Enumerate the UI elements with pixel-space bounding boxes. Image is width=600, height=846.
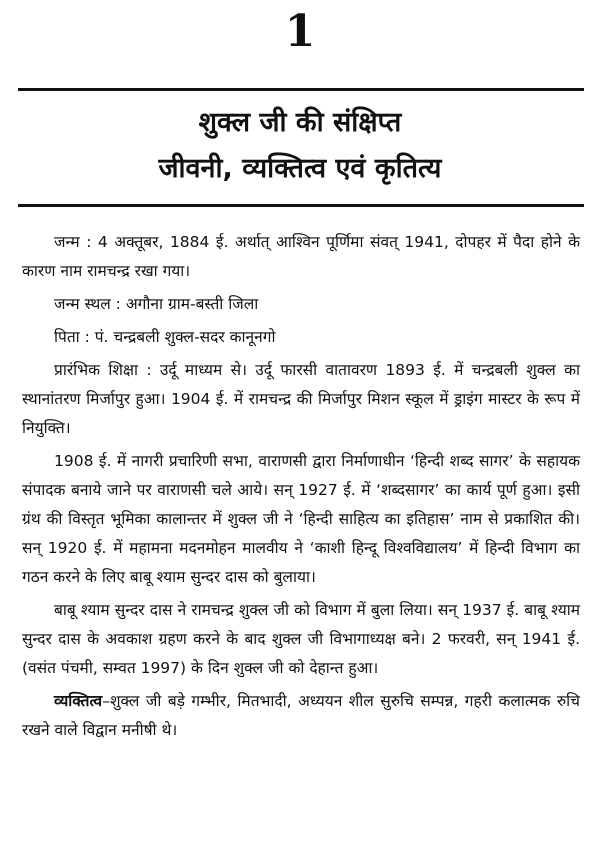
paragraph-career: बाबू श्याम सुन्दर दास ने रामचन्द्र शुक्ल जी को विभाग में बुला लिया। सन् 1937 ई. बाबू श्याम सुन्दर दास के अवकाश ग्रहण करने के बाद शुक्ल जी विभागाध्यक्ष बने। 2 फरवरी, सन् 1941 ई. (वसंत पंचमी, सम्वत 1997) के दिन शुक्ल जी को देहान्त हुआ। — [22, 601, 580, 677]
paragraph-father: पिता : पं. चन्द्रबली शुक्ल-सदर कानूनगो — [54, 328, 276, 346]
personality-lead: व्यक्तित्व — [54, 692, 103, 710]
paragraph-sabha: 1908 ई. में नागरी प्रचारिणी सभा, वाराणसी द्वारा निर्माणाधीन ‘हिन्दी शब्द सागर’ के सहायक संपादक बनाये जाने पर वाराणसी चले आये। सन् 1927 ई. में ‘शब्दसागर’ का कार्य पूर्ण हुआ। इसी ग्रंथ की विस्तृत भूमिका कालान्तर में शुक्ल जी ने ‘हिन्दी साहित्य का इतिहास’ नाम से प्रकाशित की। सन् 1920 ई. में महामना मदनमोहन मालवीय ने ‘काशी हिन्दू विश्वविद्यालय’ में हिन्दी विभाग का गठन करने के लिए बाबू श्याम सुन्दर दास को बुलाया। — [22, 452, 580, 586]
title-rule-top — [18, 88, 584, 91]
title-rule-bottom — [18, 204, 584, 207]
paragraph-birthplace: जन्म स्थल : अगौना ग्राम-बस्ती जिला — [54, 295, 259, 313]
chapter-number: 1 — [284, 6, 316, 57]
chapter-body — [22, 228, 580, 749]
paragraph-personality — [22, 687, 580, 745]
paragraph-education: प्रारंभिक शिक्षा : उर्दू माध्यम से। उर्दू फारसी वातावरण 1893 ई. में चन्द्रबली शुक्ल का स्थानांतरण मिर्जापुर हुआ। 1904 ई. में रामचन्द्र की मिर्जापुर मिशन स्कूल में ड्राइंग मास्टर के रूप में नियुक्ति। — [22, 361, 580, 437]
chapter-title-line-2: जीवनी, व्यक्तित्व एवं कृतित्य — [158, 153, 442, 184]
chapter-title — [0, 100, 600, 192]
chapter-title-line-1: शुक्ल जी की संक्षिप्त — [198, 107, 402, 138]
personality-text: –शुक्ल जी बड़े गम्भीर, मितभादी, अध्ययन शील सुरुचि सम्पन्न, गहरी कलात्मक रुचि रखने वाले विद्वान मनीषी थे। — [22, 692, 580, 739]
paragraph-birth: जन्म : 4 अक्तूबर, 1884 ई. अर्थात् आश्विन पूर्णिमा संवत् 1941, दोपहर में पैदा होने के कारण नाम रामचन्द्र रखा गया। — [22, 233, 580, 280]
